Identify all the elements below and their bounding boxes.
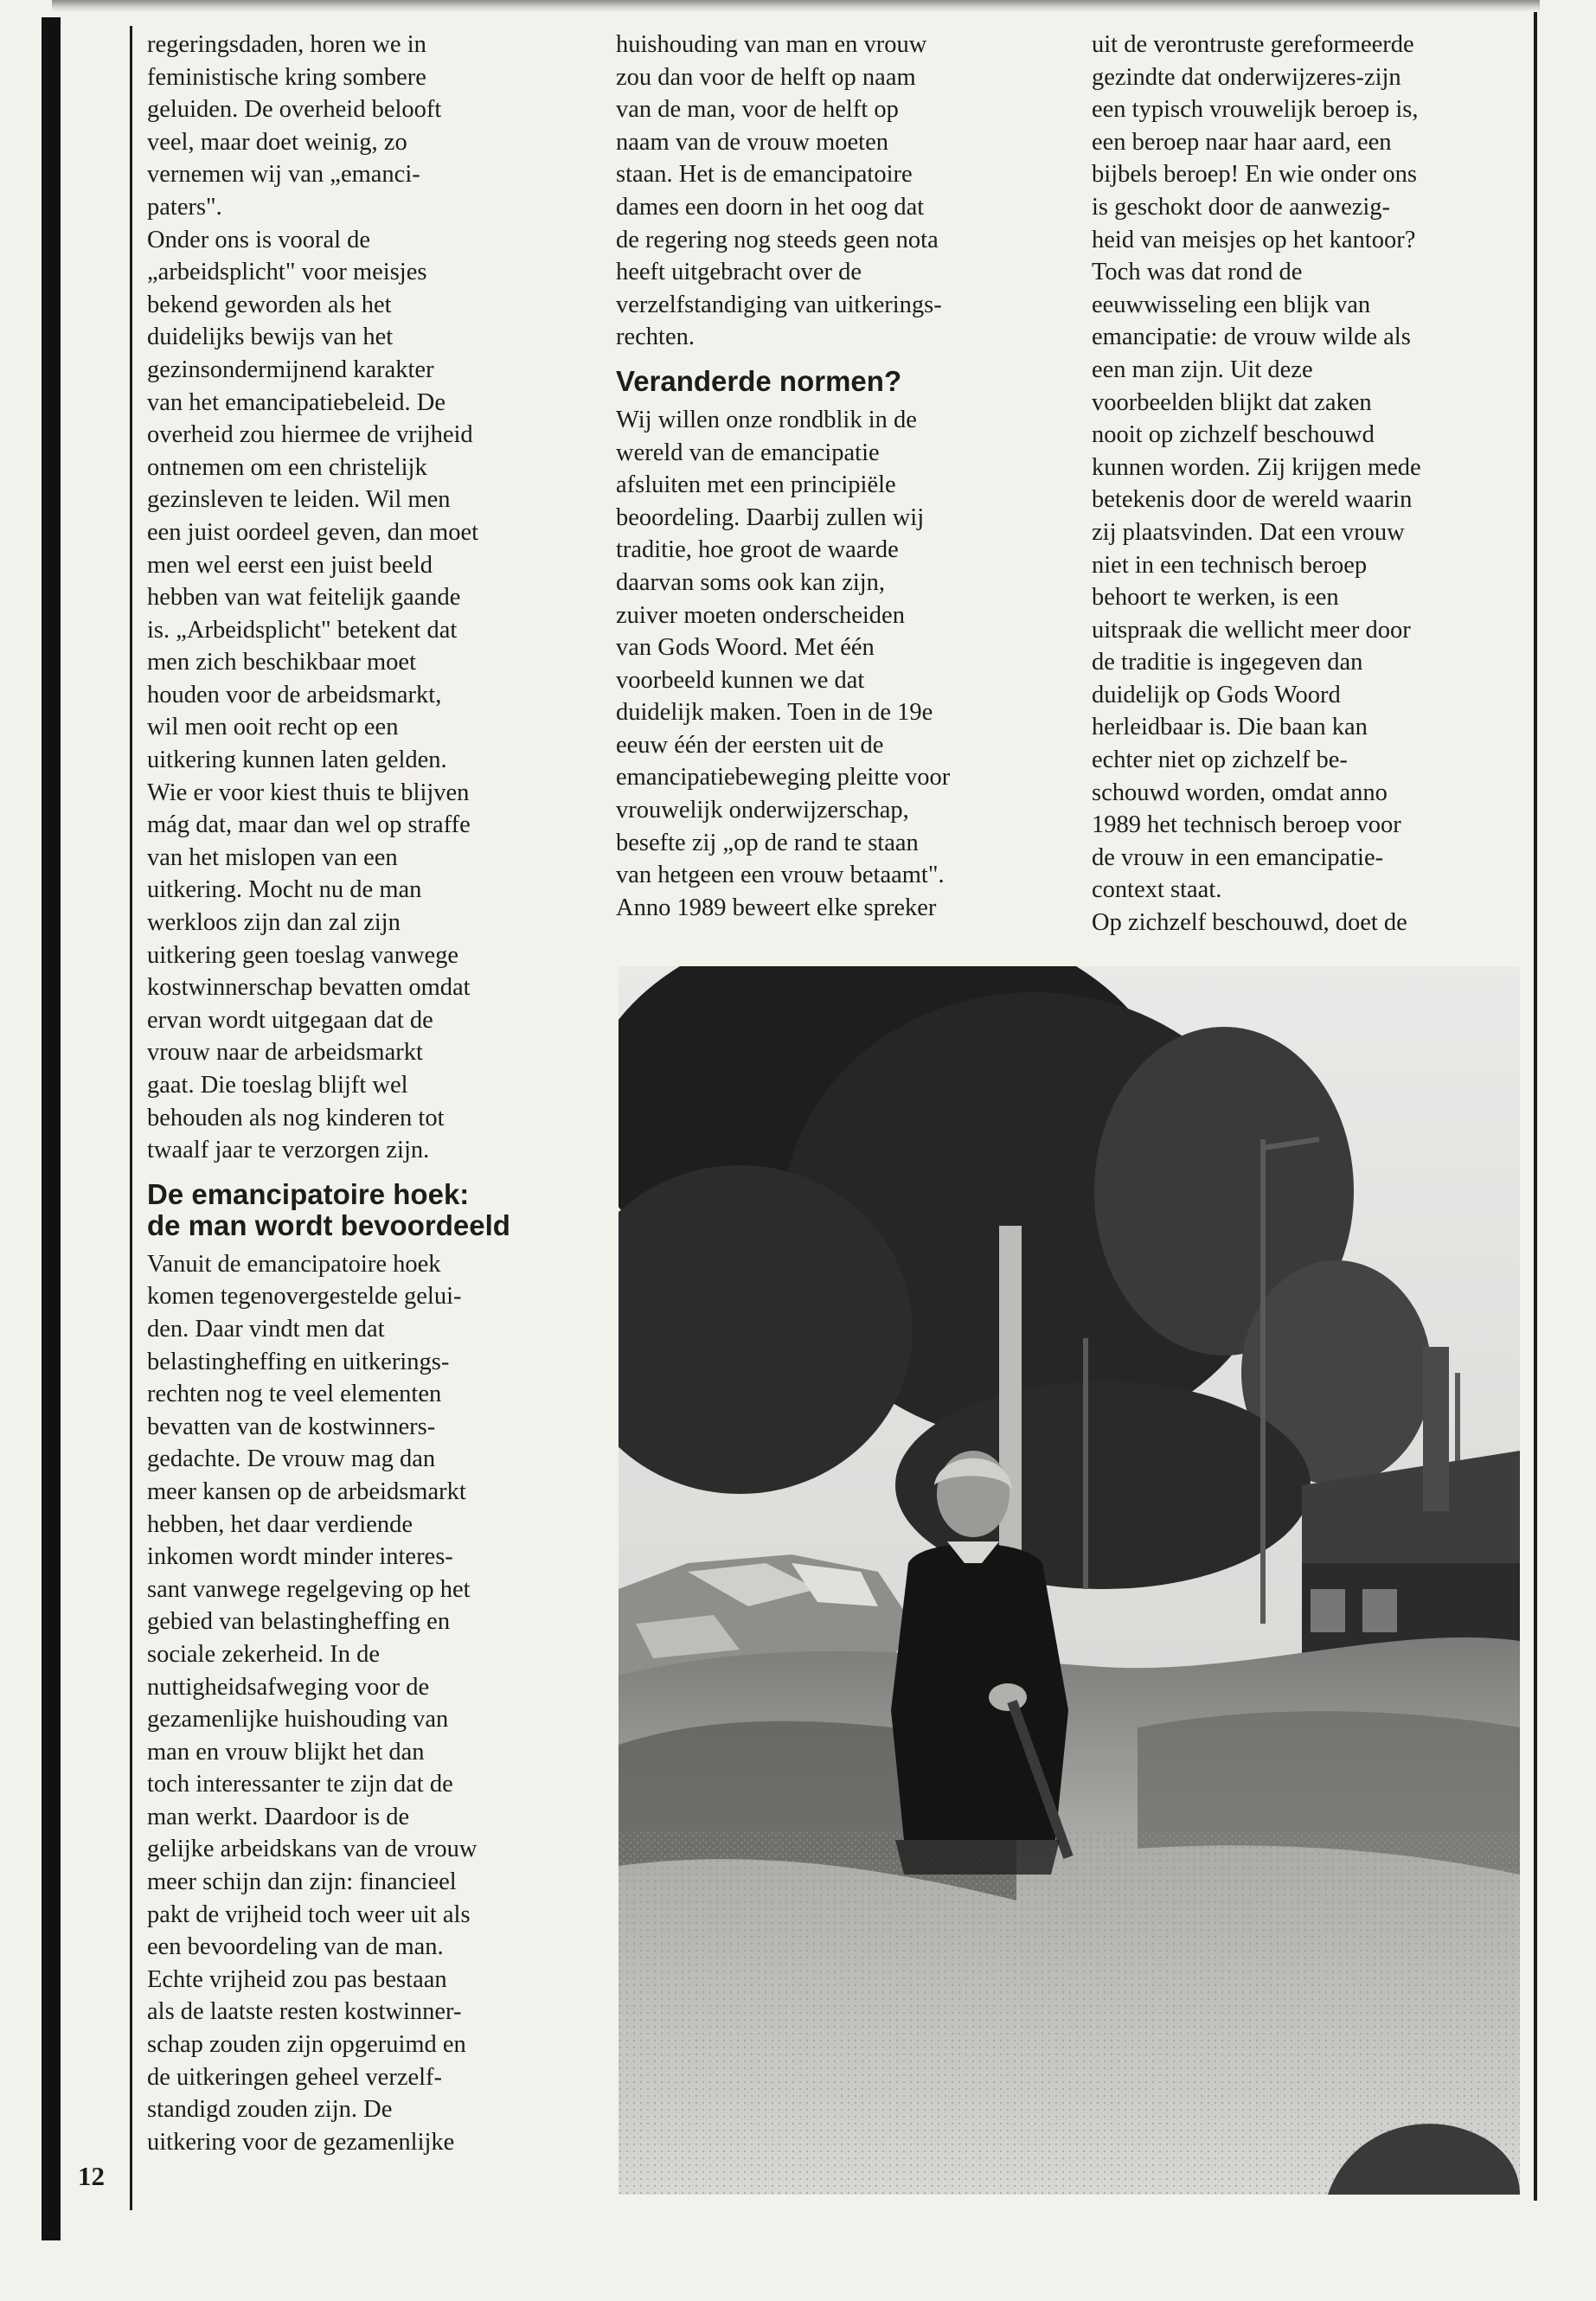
text-line: Vanuit de emancipatoire hoek <box>147 1250 441 1278</box>
text-line: is geschokt door de aanwezig- <box>1092 193 1391 221</box>
text-line: men wel eerst een juist beeld <box>147 551 433 579</box>
text-line: Toch was dat rond de <box>1092 259 1303 286</box>
text-line: standigd zouden zijn. De <box>147 2096 393 2124</box>
text-line: vernemen wij van „emanci- <box>147 161 420 189</box>
text-line: man werkt. Daardoor is de <box>147 1803 410 1830</box>
text-line: een typisch vrouwelijk beroep is, <box>1092 96 1419 124</box>
text-line: gezamenlijke huishouding van <box>147 1706 449 1734</box>
binding-edge <box>42 17 61 2240</box>
text-line: bevatten van de kostwinners- <box>147 1413 436 1440</box>
text-line: gedachte. De vrouw mag dan <box>147 1445 436 1473</box>
text-line: ontnemen om een christelijk <box>147 453 427 481</box>
text-line: 1989 het technisch beroep voor <box>1092 811 1401 839</box>
text-line: van de man, voor de helft op <box>616 96 899 124</box>
text-line: gezindte dat onderwijzeres-zijn <box>1092 63 1401 91</box>
text-line: ervan wordt uitgegaan dat de <box>147 1006 433 1034</box>
text-line: traditie, hoe groot de waarde <box>616 536 899 564</box>
text-line: vrouwelijk onderwijzerschap, <box>616 797 909 824</box>
article-photo <box>619 966 1520 2195</box>
text-line: beoordeling. Daarbij zullen wij <box>616 503 925 531</box>
text-line: rechten nog te veel elementen <box>147 1381 442 1408</box>
text-line: mág dat, maar dan wel op straffe <box>147 811 471 839</box>
text-line: uitkering geen toeslag vanwege <box>147 941 459 969</box>
left-rule <box>130 26 132 2210</box>
text-line: men zich beschikbaar moet <box>147 649 416 676</box>
text-line: de uitkeringen geheel verzelf- <box>147 2063 443 2091</box>
text-line: van Gods Woord. Met één <box>616 634 875 662</box>
text-line: zou dan voor de helft op naam <box>616 63 916 91</box>
column-3 <box>1092 29 1524 939</box>
text-line: een man zijn. Uit deze <box>1092 356 1313 383</box>
text-line: vrouw naar de arbeidsmarkt <box>147 1039 423 1067</box>
text-line: dames een doorn in het oog dat <box>616 193 925 221</box>
text-line: houden voor de arbeidsmarkt, <box>147 681 442 708</box>
text-line: toch interessanter te zijn dat de <box>147 1771 453 1798</box>
photo-illustration <box>619 966 1520 2195</box>
text-line: rechten. <box>616 324 695 351</box>
text-line: „arbeidsplicht" voor meisjes <box>147 259 427 286</box>
page-top-edge <box>52 0 1540 12</box>
heading-line: de man wordt bevoordeeld <box>147 1208 510 1241</box>
text-line: overheid zou hiermee de vrijheid <box>147 421 473 449</box>
text-line: Onder ons is vooral de <box>147 226 371 253</box>
text-line: van hetgeen een vrouw betaamt". <box>616 862 945 889</box>
column-1-body-paragraph <box>147 1248 580 2159</box>
text-line: inkomen wordt minder interes- <box>147 1543 453 1571</box>
text-line: van het mislopen van een <box>147 843 398 871</box>
text-line: schap zouden zijn opgeruimd en <box>147 2031 466 2059</box>
text-line: den. Daar vindt men dat <box>147 1315 385 1343</box>
text-line: gezinsondermijnend karakter <box>147 356 434 383</box>
text-line: bijbels beroep! En wie onder ons <box>1092 161 1417 189</box>
text-line: Wie er voor kiest thuis te blijven <box>147 779 470 806</box>
column-1 <box>147 29 580 2158</box>
text-line: meer kansen op de arbeidsmarkt <box>147 1477 466 1505</box>
text-line: bekend geworden als het <box>147 291 392 318</box>
text-line: betekenis door de wereld waarin <box>1092 486 1413 514</box>
text-line: duidelijk op Gods Woord <box>1092 681 1341 708</box>
text-line: uitkering voor de gezamenlijke <box>147 2128 455 2156</box>
text-line: behouden als nog kinderen tot <box>147 1104 445 1131</box>
text-line: man en vrouw blijkt het dan <box>147 1738 425 1766</box>
text-line: belastingheffing en uitkerings- <box>147 1348 450 1375</box>
text-line: meer schijn dan zijn: financieel <box>147 1868 457 1896</box>
text-line: gaat. Die toeslag blijft wel <box>147 1072 408 1099</box>
text-line: de traditie is ingegeven dan <box>1092 649 1363 676</box>
text-line: verzelfstandiging van uitkerings- <box>616 291 942 318</box>
text-line: emancipatie: de vrouw wilde als <box>1092 324 1411 351</box>
column-3-paragraph <box>1092 29 1524 939</box>
text-line: uit de verontruste gereformeerde <box>1092 31 1414 58</box>
text-line: sant vanwege regelgeving op het <box>147 1575 471 1603</box>
text-line: voorbeeld kunnen we dat <box>616 666 865 694</box>
text-line: uitkering. Mocht nu de man <box>147 876 422 904</box>
text-line: twaalf jaar te verzorgen zijn. <box>147 1137 430 1164</box>
text-line: is. „Arbeidsplicht" betekent dat <box>147 616 458 644</box>
text-line: Anno 1989 beweert elke spreker <box>616 894 937 921</box>
text-line: niet in een technisch beroep <box>1092 551 1368 579</box>
text-line: echter niet op zichzelf be- <box>1092 747 1348 774</box>
text-line: uitspraak die wellicht meer door <box>1092 616 1411 644</box>
text-line: gezinsleven te leiden. Wil men <box>147 486 451 514</box>
text-line: gebied van belastingheffing en <box>147 1608 451 1636</box>
text-line: staan. Het is de emancipatoire <box>616 161 913 189</box>
text-line: duidelijk maken. Toen in de 19e <box>616 699 933 727</box>
text-line: huishouding van man en vrouw <box>616 31 927 58</box>
text-line: de regering nog steeds geen nota <box>616 226 939 253</box>
section-heading-veranderde-normen: Veranderde normen? <box>616 364 902 397</box>
column-2-body-paragraph <box>616 404 1048 925</box>
text-line: een beroep naar haar aard, een <box>1092 128 1392 156</box>
text-line: daarvan soms ook kan zijn, <box>616 568 886 596</box>
text-line: Wij willen onze rondblik in de <box>616 406 917 433</box>
heading-line: De emancipatoire hoek: <box>147 1177 470 1210</box>
text-line: hebben van wat feitelijk gaande <box>147 584 461 612</box>
text-line: de vrouw in een emancipatie- <box>1092 843 1384 871</box>
text-line: pakt de vrijheid toch weer uit als <box>147 1900 471 1928</box>
column-2 <box>616 29 1048 924</box>
text-line: zuiver moeten onderscheiden <box>616 601 905 629</box>
tree-trunk <box>999 1226 1022 1589</box>
text-line: heid van meisjes op het kantoor? <box>1092 226 1416 253</box>
text-line: veel, maar doet weinig, zo <box>147 128 407 156</box>
text-line: herleidbaar is. Die baan kan <box>1092 714 1368 741</box>
text-line: eeuwwisseling een blijk van <box>1092 291 1371 318</box>
text-line: een bevoordeling van de man. <box>147 1933 444 1961</box>
text-line: regeringsdaden, horen we in <box>147 31 426 58</box>
text-line: sociale zekerheid. In de <box>147 1640 381 1668</box>
text-line: feministische kring sombere <box>147 63 426 91</box>
text-line: schouwd worden, omdat anno <box>1092 779 1388 806</box>
text-line: eeuw één der eersten uit de <box>616 731 884 759</box>
text-line: afsluiten met een principiële <box>616 471 896 499</box>
text-line: besefte zij „op de rand te staan <box>616 829 919 856</box>
column-1-intro-paragraph <box>147 29 580 1167</box>
text-line: Op zichzelf beschouwd, doet de <box>1092 909 1407 937</box>
text-line: nuttigheidsafweging voor de <box>147 1673 430 1701</box>
text-line: geluiden. De overheid belooft <box>147 96 442 124</box>
text-line: wil men ooit recht op een <box>147 714 399 741</box>
text-line: paters". <box>147 193 222 221</box>
text-line: gelijke arbeidskans van de vrouw <box>147 1836 478 1863</box>
text-line: voorbeelden blijkt dat zaken <box>1092 388 1372 416</box>
text-line: als de laatste resten kostwinner- <box>147 1998 462 2026</box>
text-line: naam van de vrouw moeten <box>616 128 888 156</box>
text-line: werkloos zijn dan zal zijn <box>147 909 401 937</box>
text-line: kunnen worden. Zij krijgen mede <box>1092 453 1421 481</box>
text-line: context staat. <box>1092 876 1222 904</box>
text-line: wereld van de emancipatie <box>616 439 880 466</box>
text-line: heeft uitgebracht over de <box>616 259 862 286</box>
right-rule <box>1534 12 1537 2201</box>
text-line: emancipatiebeweging pleitte voor <box>616 764 951 792</box>
text-line: uitkering kunnen laten gelden. <box>147 747 447 774</box>
text-line: een juist oordeel geven, dan moet <box>147 518 479 546</box>
section-heading-emancipatoire-hoek <box>147 1179 580 1241</box>
text-line: van het emancipatiebeleid. De <box>147 388 446 416</box>
text-line: duidelijks bewijs van het <box>147 324 394 351</box>
text-line: behoort te werken, is een <box>1092 584 1339 612</box>
text-line: Echte vrijheid zou pas bestaan <box>147 1965 447 1993</box>
text-line: kostwinnerschap bevatten omdat <box>147 974 471 1002</box>
text-line: nooit op zichzelf beschouwd <box>1092 421 1375 449</box>
text-line: hebben, het daar verdiende <box>147 1510 413 1538</box>
text-line: zij plaatsvinden. Dat een vrouw <box>1092 518 1405 546</box>
text-line: komen tegenovergestelde gelui- <box>147 1283 462 1311</box>
page-number: 12 <box>78 2161 105 2191</box>
column-2-intro-paragraph <box>616 29 1048 354</box>
